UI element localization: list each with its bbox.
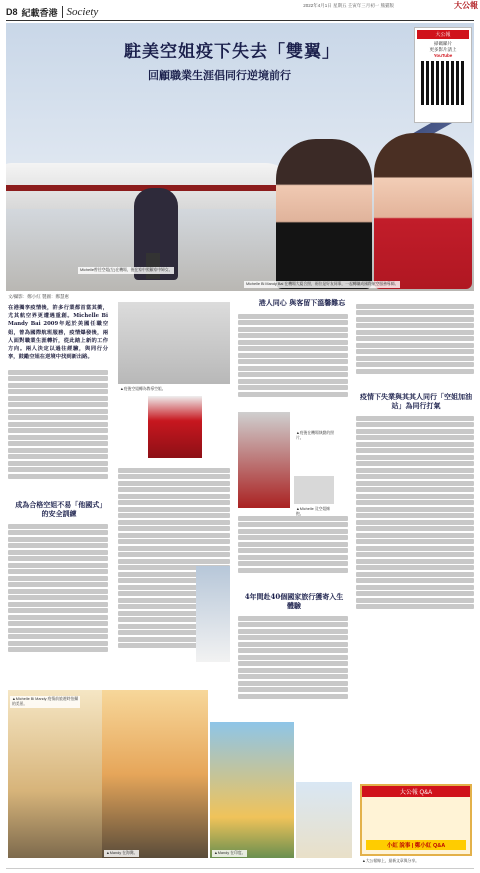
caption-bay: ▲Mandy 在海灣。 bbox=[106, 851, 138, 855]
caption-india: ▲Mandy 在印度。 bbox=[214, 851, 246, 855]
byline: 文/攝影：鄭小紅 製圖：鄭慧惠 bbox=[8, 294, 69, 299]
photo-selfie bbox=[196, 566, 230, 662]
caption-hotel: ▲Michelle Bi Mandy 疫情前旅遊時拍攝的美景。 bbox=[12, 697, 78, 706]
page-number: D8 bbox=[6, 7, 18, 17]
section-title-en: Society bbox=[62, 6, 99, 18]
youtube-label: YouTube bbox=[433, 53, 453, 58]
photo-phone bbox=[294, 476, 334, 504]
caption-stairs: ▲疫後空姐轉為教導空姐。 bbox=[120, 387, 166, 391]
woman-portrait-left bbox=[276, 139, 372, 289]
caption-hero-right: Michelle Bi Mandy Bai 在機場大廈合照，兩位是好友同事，一起轉職成國際航空服務導師。 bbox=[246, 282, 399, 286]
caption-promo: ▲大公報線上，最新文章與分享。 bbox=[362, 859, 419, 863]
suitcase-icon bbox=[146, 253, 160, 279]
woman-portrait-right bbox=[374, 133, 472, 289]
article-column-1 bbox=[8, 368, 108, 494]
promo-banner-top: 大公報 Q&A bbox=[362, 786, 470, 797]
newspaper-logo: 大公報 bbox=[454, 0, 478, 10]
article-column-3 bbox=[238, 312, 348, 408]
article-column-1b bbox=[8, 522, 108, 672]
caption-hero-left: Michelle曾任空姐(左)在機場，後在家中照顧家中婦女。 bbox=[80, 268, 173, 272]
qr-line1: 掃碼睇片 bbox=[434, 41, 452, 46]
photo-taj-mahal bbox=[296, 782, 352, 858]
photo-hotel bbox=[8, 690, 102, 858]
subhead-hongkong: 港人同心 與客留下溫馨難忘 bbox=[258, 298, 346, 307]
subhead-training: 成為合格空姐不易「他國式」的安全訓練 bbox=[15, 500, 103, 518]
dateline: 2022年4月1日 星期五 壬寅年三月初一 熊猫版 bbox=[303, 3, 394, 8]
section-title: 紀載香港 bbox=[21, 7, 58, 18]
qr-code-icon[interactable] bbox=[421, 61, 465, 105]
header-rule bbox=[6, 20, 474, 21]
subhead-support: 疫情下失業與其其人同行「空姐加油站」為同行打氣 bbox=[360, 392, 472, 410]
lead-paragraph bbox=[8, 304, 108, 364]
article-column-3b bbox=[238, 514, 348, 582]
page-header bbox=[6, 5, 474, 19]
photo-sunset bbox=[102, 690, 208, 858]
subhead-travel: 4年間赴40個國家旅行獲寄入生體驗 bbox=[244, 592, 344, 610]
promo-box[interactable] bbox=[360, 784, 472, 856]
lead-text: 在港獨享疫情後，許多行業都首當其衝，尤其航空界更遭遇重創。Michelle Bi Mandy Bai 2009年起於美國任職空姐，曾為國際航班服務，疫情爆發後，兩人面對職業生涯轉折，從此踏上新的工作方向。兩人決定以過往經驗，與同行分享，鼓勵空姐在逆境中找到新出路。 bbox=[8, 305, 108, 361]
qr-box[interactable] bbox=[414, 27, 472, 123]
article-column-4 bbox=[356, 302, 474, 386]
photo-uniform bbox=[148, 396, 202, 458]
photo-flag bbox=[238, 412, 290, 508]
qr-line2: 更多影片請上 bbox=[429, 47, 457, 52]
main-headline: 駐美空姐疫下失去「雙翼」 bbox=[124, 42, 340, 62]
caption-phone: ▲Michelle 及空姐擁抱。 bbox=[294, 506, 338, 518]
photo-stairs bbox=[118, 302, 230, 384]
article-column-4b bbox=[356, 414, 474, 650]
promo-banner-bottom: 小紅 說事 | 鄭小紅 Q&A bbox=[366, 840, 466, 850]
caption-flag: ▲疫後在機場執勤的照片。 bbox=[294, 430, 338, 442]
article-column-3c bbox=[238, 614, 348, 714]
photo-india bbox=[210, 722, 294, 858]
portrait-photo bbox=[236, 123, 474, 291]
sub-headline: 回顧職業生涯倡同行逆境前行 bbox=[148, 69, 291, 82]
hero-photo bbox=[6, 23, 474, 291]
footer-rule bbox=[6, 868, 474, 869]
qr-badge: 大公報 bbox=[417, 30, 469, 39]
